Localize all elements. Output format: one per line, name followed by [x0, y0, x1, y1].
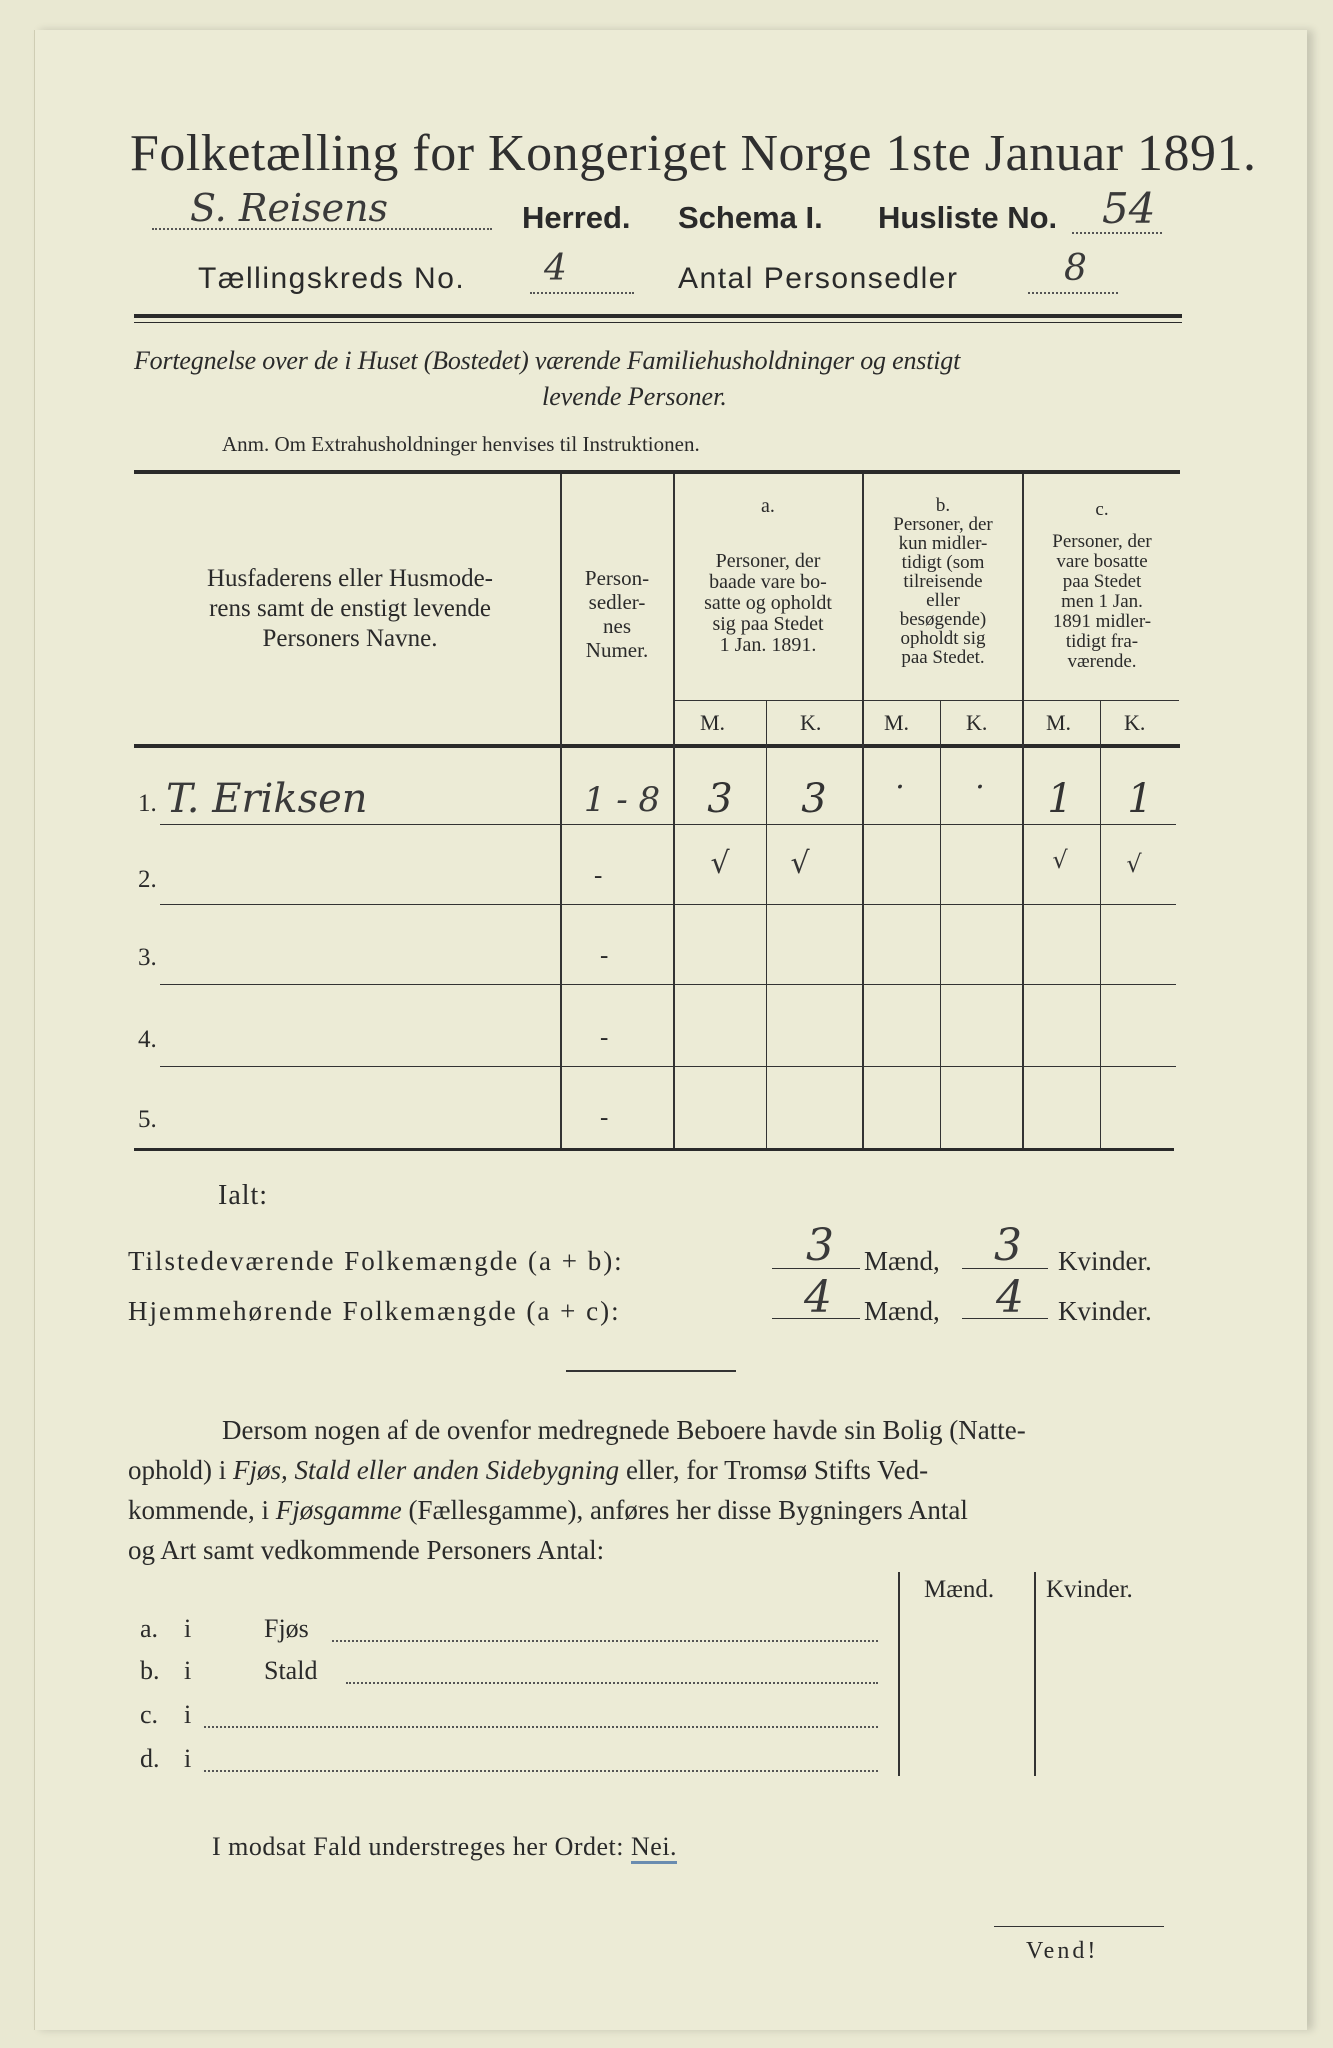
hjemme-kvinder-value: 4 — [996, 1272, 1024, 1323]
row-2-a-m: √ — [710, 846, 730, 881]
col-a-line-2: baade vare bo- — [709, 571, 827, 593]
header-rule-thin — [134, 322, 1182, 323]
herred-value: S. Reisens — [190, 186, 389, 230]
schema-label: Schema I. — [678, 200, 823, 235]
row-rule-2 — [160, 904, 1176, 905]
tilstede-maend-value: 3 — [806, 1220, 834, 1271]
row-2-number: 2. — [138, 866, 157, 893]
row-5-number: 5. — [138, 1106, 157, 1133]
form-title: Folketælling for Kongeriget Norge 1ste Januar 1891. — [130, 125, 1257, 182]
num-header-line-3: nes — [603, 614, 631, 638]
col-c-line-2: vare bosatte — [1056, 551, 1148, 572]
row-1-b-m: · — [895, 770, 905, 805]
name-header-line-2: rens samt de enstigt levende — [209, 595, 491, 622]
row-1-a-m: 3 — [707, 776, 733, 822]
paragraph-l2-a: ophold) i — [128, 1455, 233, 1485]
hjemme-kvinder-word: Kvinder. — [1058, 1296, 1152, 1326]
paragraph-l3-b: Fjøsgamme — [275, 1495, 402, 1525]
col-b-header — [864, 496, 1022, 667]
col-b-line-8: paa Stedet. — [901, 647, 985, 668]
item-b-letter: b. — [140, 1656, 160, 1685]
col-b-line-1: Personer, der — [893, 514, 993, 535]
census-form-page — [34, 30, 1307, 2030]
col-b-line-4: tilreisende — [903, 571, 983, 592]
item-a-label: Fjøs — [264, 1614, 309, 1643]
col-c-line-3: paa Stedet — [1062, 571, 1142, 592]
mk-subheader-rule — [673, 700, 1179, 701]
col-divider-am — [766, 700, 767, 1148]
name-column-header — [140, 564, 560, 654]
item-a-letter: a. — [140, 1614, 159, 1643]
item-b-label: Stald — [264, 1656, 318, 1685]
col-c-letter: c. — [1095, 499, 1109, 520]
husliste-label: Husliste No. — [878, 200, 1058, 235]
col-b-line-3: tidigt (som — [901, 552, 985, 573]
paragraph-line-2 — [128, 1450, 1172, 1490]
col-b-line-7: opholdt sig — [900, 628, 986, 649]
row-2-a-k: √ — [790, 846, 810, 881]
row-1-c-m: 1 — [1047, 776, 1073, 822]
row-2-c-m: √ — [1052, 846, 1068, 874]
item-c-dots — [204, 1726, 878, 1728]
col-c-line-1: Personer, der — [1052, 531, 1152, 552]
hjemme-maend-word: Mænd, — [864, 1296, 940, 1326]
name-header-line-1: Husfaderens eller Husmode- — [206, 565, 493, 592]
row-4-personsedler: - — [600, 1024, 609, 1051]
col-c-line-6: tidigt fra- — [1065, 631, 1139, 652]
num-header-line-1: Person- — [584, 566, 650, 590]
tilstede-label: Tilstedeværende Folkemængde (a + b): — [128, 1246, 624, 1276]
taellingskreds-dotted-line — [530, 292, 634, 294]
row-5-personsedler: - — [600, 1104, 609, 1131]
row-rule-4 — [160, 1066, 1176, 1067]
row-rule-1 — [160, 824, 1176, 825]
col-divider-cm — [1100, 700, 1101, 1148]
col-b-k-label: K. — [966, 710, 988, 735]
item-d-prep: i — [184, 1744, 192, 1773]
anm-note: Anm. Om Extrahusholdninger henvises til Instruktionen. — [222, 432, 700, 456]
building-item-c — [140, 1700, 191, 1730]
row-rule-3 — [160, 984, 1176, 985]
col-b-line-2: kun midler- — [898, 533, 988, 554]
row-1-number: 1. — [138, 790, 157, 817]
item-c-letter: c. — [140, 1700, 159, 1729]
buildings-maend-header: Mænd. — [924, 1576, 995, 1603]
item-b-prep: i — [184, 1656, 192, 1685]
col-c-line-7: værende. — [1067, 651, 1137, 672]
num-header-line-2: sedler- — [588, 590, 646, 614]
herred-label: Herred. — [522, 200, 631, 235]
taellingskreds-label: Tællingskreds No. — [198, 262, 466, 295]
tilstede-kvinder-word: Kvinder. — [1058, 1246, 1152, 1276]
item-d-dots — [204, 1770, 878, 1772]
antal-value: 8 — [1064, 248, 1087, 289]
totals-separator — [566, 1370, 736, 1372]
intro-line-1: Fortegnelse over de i Huset (Bostedet) værende Familiehusholdninger og enstigt — [134, 346, 961, 375]
row-1-name: T. Eriksen — [166, 776, 368, 822]
col-c-m-label: M. — [1046, 710, 1072, 735]
row-1-b-k: · — [975, 770, 985, 805]
buildings-divider-right — [1034, 1572, 1036, 1776]
col-a-letter: a. — [761, 495, 775, 517]
ialt-label: Ialt: — [218, 1180, 269, 1211]
col-c-line-5: 1891 midler- — [1052, 611, 1152, 632]
buildings-kvinder-header: Kvinder. — [1046, 1576, 1133, 1603]
col-a-line-4: sig paa Stedet — [712, 613, 824, 635]
num-column-header — [562, 566, 672, 662]
col-a-line-1: Personer, der — [715, 550, 821, 572]
col-divider-bm — [940, 700, 941, 1148]
col-b-line-5: eller — [926, 590, 960, 611]
modsat-fald-text — [212, 1832, 677, 1862]
husliste-dotted-line — [1072, 232, 1162, 234]
paragraph-l2-c: eller, for Tromsø Stifts Ved- — [619, 1455, 929, 1485]
row-2-personsedler: - — [594, 862, 603, 889]
tilstede-maend-word: Mænd, — [864, 1246, 940, 1276]
paragraph-l3-c: (Fællesgamme), anføres her disse Bygningers Antal — [401, 1495, 968, 1525]
col-c-header — [1024, 500, 1180, 672]
col-b-line-6: besøgende) — [899, 609, 987, 630]
row-3-personsedler: - — [600, 942, 609, 969]
item-a-dots — [332, 1640, 878, 1642]
paragraph-line-4: og Art samt vedkommende Personers Antal: — [128, 1535, 605, 1565]
name-header-line-3: Personers Navne. — [262, 625, 438, 652]
col-c-line-4: men 1 Jan. — [1061, 591, 1143, 612]
intro-line-2: levende Personer. — [542, 382, 727, 411]
col-b-letter: b. — [935, 495, 951, 516]
col-a-m-label: M. — [700, 710, 726, 735]
col-c-k-label: K. — [1124, 710, 1146, 735]
paragraph-l2-b: Fjøs, Stald eller anden Sidebygning — [233, 1455, 620, 1485]
col-a-k-label: K. — [800, 710, 822, 735]
paragraph-line-3 — [128, 1490, 1172, 1530]
row-4-number: 4. — [138, 1026, 157, 1053]
taellingskreds-value: 4 — [544, 248, 567, 289]
item-c-prep: i — [184, 1700, 192, 1729]
row-1-personsedler: 1 - 8 — [583, 780, 661, 820]
hjemme-label: Hjemmehørende Folkemængde (a + c): — [128, 1296, 621, 1326]
paragraph-line-1: Dersom nogen af de ovenfor medregnede Beboere havde sin Bolig (Natte- — [222, 1415, 1026, 1445]
col-a-line-5: 1 Jan. 1891. — [719, 634, 817, 656]
buildings-paragraph — [128, 1410, 1172, 1570]
tilstede-kvinder-value: 3 — [994, 1220, 1022, 1271]
item-d-letter: d. — [140, 1744, 160, 1773]
paragraph-l3-a: kommende, i — [128, 1495, 276, 1525]
antal-label: Antal Personsedler — [678, 262, 959, 295]
row-1-a-k: 3 — [801, 776, 827, 822]
husliste-value: 54 — [1102, 184, 1156, 233]
buildings-divider-left — [898, 1572, 900, 1776]
item-a-prep: i — [184, 1614, 192, 1643]
modsat-label: I modsat Fald understreges her Ordet: — [212, 1832, 625, 1861]
herred-dotted-line — [152, 228, 492, 230]
col-a-header — [675, 496, 861, 656]
row-1-c-k: 1 — [1127, 776, 1153, 822]
vend-label: Vend! — [1026, 1938, 1099, 1964]
header-rule — [134, 314, 1182, 318]
building-item-b — [140, 1656, 317, 1686]
num-header-line-4: Numer. — [585, 638, 649, 662]
nei-word: Nei. — [631, 1832, 677, 1864]
building-item-a — [140, 1614, 309, 1644]
vend-rule — [994, 1926, 1164, 1927]
col-b-m-label: M. — [884, 710, 910, 735]
col-a-line-3: satte og opholdt — [704, 592, 832, 614]
antal-dotted-line — [1028, 292, 1118, 294]
row-2-c-k: √ — [1126, 850, 1142, 878]
row-3-number: 3. — [138, 944, 157, 971]
item-b-dots — [346, 1682, 878, 1684]
building-item-d — [140, 1744, 191, 1774]
table-bottom-rule — [134, 1148, 1174, 1151]
hjemme-maend-value: 4 — [804, 1272, 832, 1323]
